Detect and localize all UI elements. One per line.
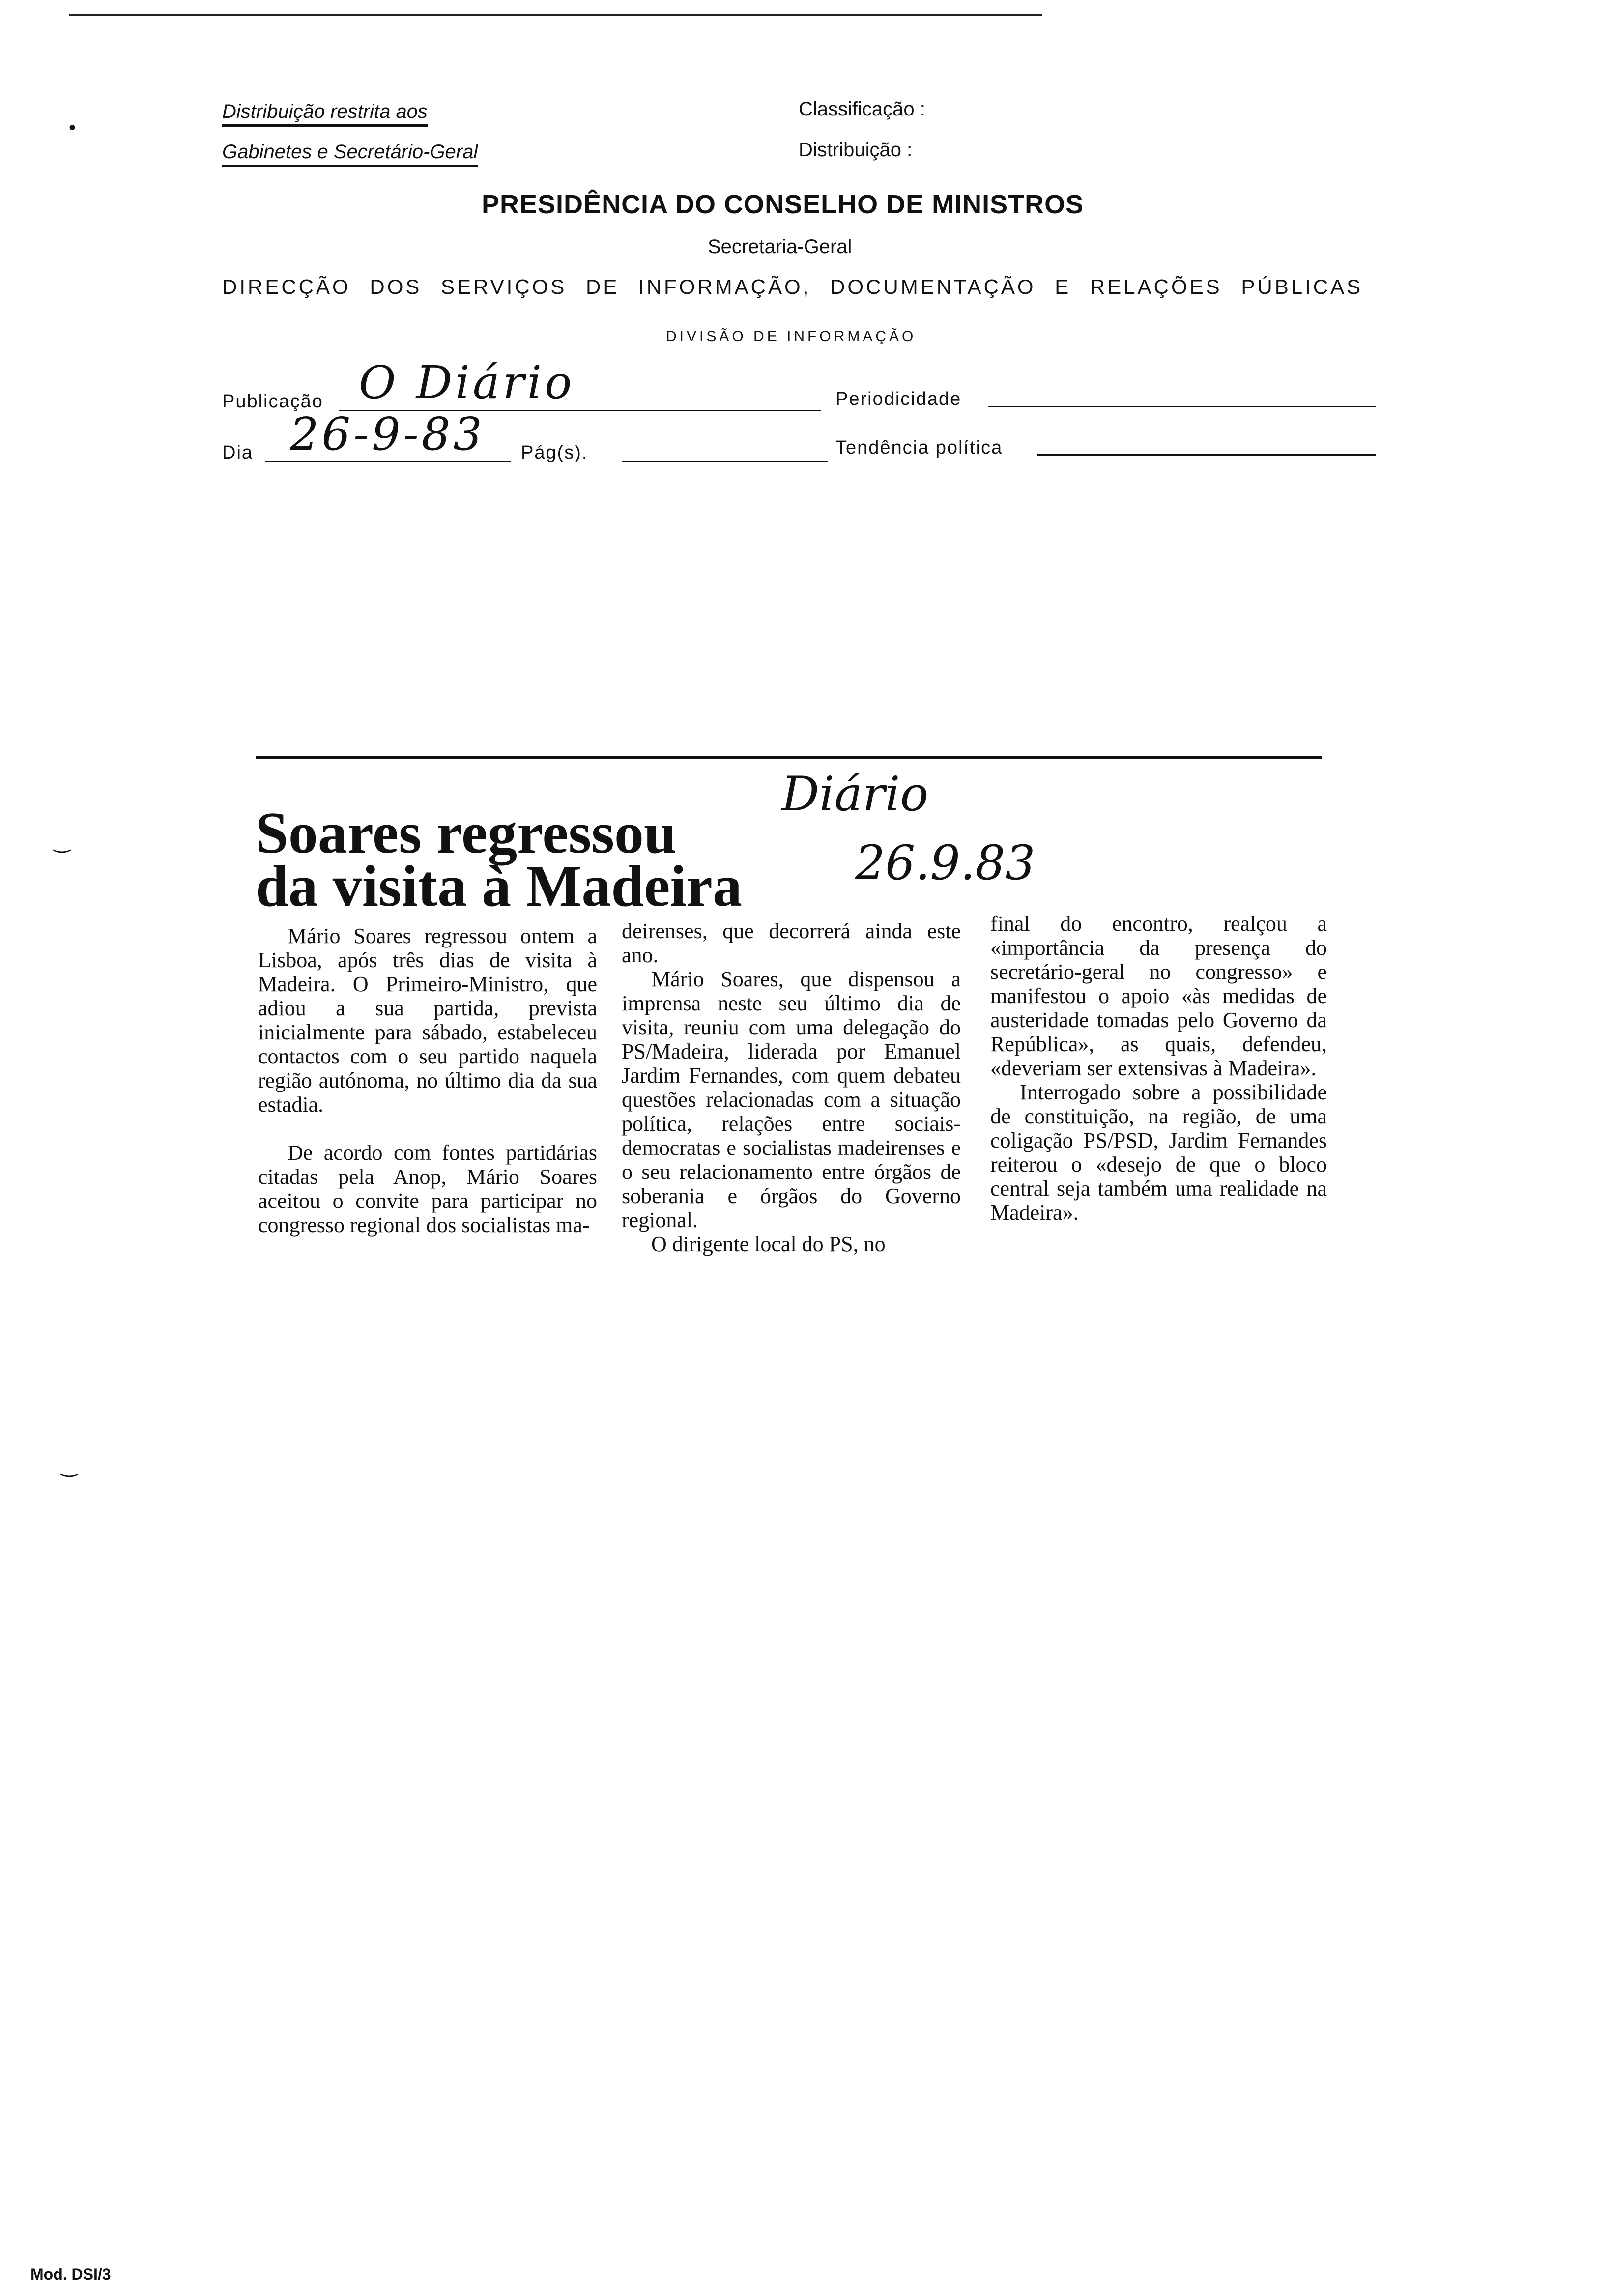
periodicity-label: Periodicidade	[835, 389, 962, 409]
page-title: PRESIDÊNCIA DO CONSELHO DE MINISTROS	[482, 190, 1084, 219]
periodicity-underline	[988, 406, 1376, 407]
article-paragraph: Interrogado sobre a possibilidade de constituição, na região, de uma coligação PS/PSD, Jardim Fernandes reiterou o «desejo de que o bloco central seja também uma realidade na Madeira».	[990, 1080, 1327, 1225]
top-border-line	[69, 14, 1042, 16]
publication-handwritten-value: O Diário	[359, 356, 575, 409]
clipping-top-rule	[256, 756, 1322, 759]
publication-label: Publicação	[222, 391, 323, 412]
article-column-2	[622, 919, 961, 1256]
political-tendency-underline	[1037, 454, 1376, 456]
article-paragraph: De acordo com fontes partidárias citadas pela Anop, Mário Soares aceitou o convite para participar no congresso regional dos socialistas ma-	[258, 1141, 597, 1237]
classification-label: Classificação :	[799, 98, 925, 120]
form-model-code: Mod. DSI/3	[30, 2266, 111, 2283]
article-paragraph: Mário Soares, que dispensou a imprensa neste seu último dia de visita, reuniu com uma delegação do PS/Madeira, liderada por Emanuel Jardim Fernandes, com quem debateu questões relacionadas com a situação política, relações entre sociais-democratas e socialistas madeirenses e o seu relacionamento entre órgãos de soberania e órgãos do Governo regional.	[622, 967, 961, 1232]
headline-line1: Soares regressou	[256, 800, 677, 865]
page-subtitle: Secretaria-Geral	[708, 236, 852, 258]
handwritten-annotation-date: 26.9.83	[855, 835, 1036, 890]
article-column-3	[990, 912, 1327, 1225]
hole-punch-mark: ‿	[54, 831, 70, 853]
article-paragraph: O dirigente local do PS, no	[651, 1232, 886, 1256]
hole-punch-mark: ‿	[61, 1455, 78, 1477]
restricted-distribution-line1: Distribuição restrita aos	[222, 101, 428, 123]
pages-label: Pág(s).	[521, 442, 588, 463]
article-paragraph: deirenses, que decorrerá ainda este ano.	[622, 919, 961, 967]
division-line: DIVISÃO DE INFORMAÇÃO	[666, 328, 917, 344]
directorate-line: DIRECÇÃO DOS SERVIÇOS DE INFORMAÇÃO, DOCUMENTAÇÃO E RELAÇÕES PÚBLICAS	[222, 275, 1363, 298]
distribution-label: Distribuição :	[799, 139, 913, 161]
article-paragraph: Mário Soares regressou ontem a Lisboa, após três dias de visita à Madeira. O Primeiro-Ministro, que adiou a sua partida, prevista inicialmente para sábado, estabeleceu contactos com o seu partido naquela região autónoma, no último dia da sua estadia.	[258, 924, 597, 1117]
article-column-1	[258, 924, 597, 1237]
day-handwritten-value: 26-9-83	[290, 408, 485, 460]
handwritten-annotation-source: Diário	[781, 767, 929, 822]
day-label: Dia	[222, 442, 254, 463]
restricted-distribution-line2: Gabinetes e Secretário-Geral	[222, 141, 478, 163]
headline-line2: da visita à Madeira	[256, 853, 742, 918]
day-underline	[265, 461, 511, 462]
pages-underline	[622, 461, 828, 462]
article-paragraph: final do encontro, realçou a «importância da presença do secretário-geral no congresso» e manifestou o apoio «às medidas de austeridade tomadas pelo Governo da República», as quais, defendeu, «deveriam ser extensivas à Madeira».	[990, 912, 1327, 1080]
political-tendency-label: Tendência política	[835, 437, 1003, 458]
margin-dot-mark: •	[69, 117, 76, 139]
